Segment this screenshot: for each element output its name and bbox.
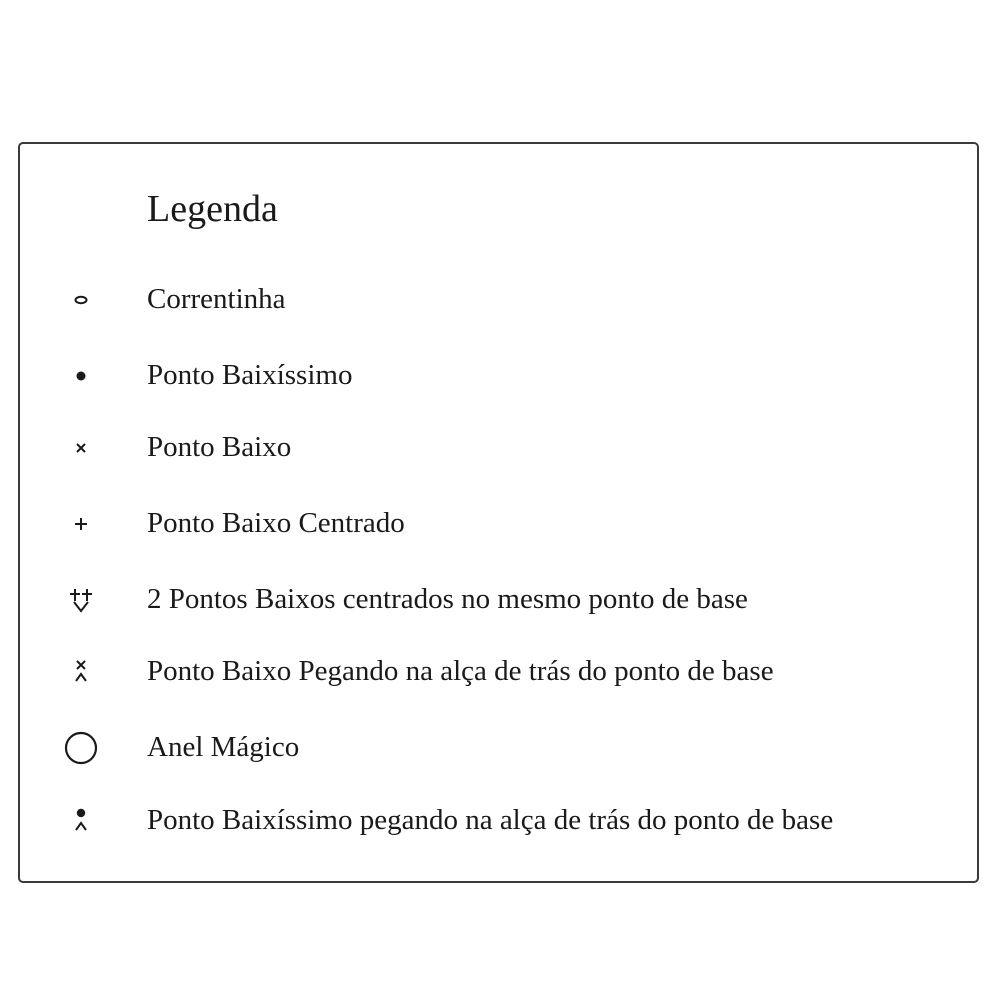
double-plus-v-icon: [56, 577, 106, 621]
legend-item-label: Correntinha: [147, 283, 286, 315]
legend-item-label: Ponto Baixíssimo pegando na alça de trás do ponto de base: [147, 804, 834, 836]
open-circle-icon: [56, 725, 106, 769]
x-over-caret-icon: [56, 649, 106, 693]
legend-item-label: 2 Pontos Baixos centrados no mesmo ponto de base: [147, 583, 748, 615]
legend-item-ponto-baixissimo-alca-tras: [20, 798, 960, 842]
legend-item-label: Ponto Baixíssimo: [147, 359, 353, 391]
legend-item-anel-magico: [20, 725, 960, 769]
legend-item-ponto-baixissimo: [20, 353, 960, 397]
filled-dot-icon: [56, 353, 106, 397]
legend-item-ponto-baixo-centrado: [20, 501, 960, 545]
legend-box: [18, 142, 979, 883]
chain-oval-icon: [56, 277, 106, 321]
legend-item-2-pontos-baixos: [20, 577, 960, 621]
legend-item-label: Ponto Baixo: [147, 431, 292, 463]
legend-item-label: Ponto Baixo Pegando na alça de trás do ponto de base: [147, 655, 774, 687]
legend-item-label: Anel Mágico: [147, 731, 300, 763]
legend-item-correntinha: [20, 277, 960, 321]
legend-item-ponto-baixo-alca-tras: [20, 649, 960, 693]
plus-cross-icon: [56, 501, 106, 545]
legend-title: Legenda: [147, 188, 278, 230]
x-cross-icon: [56, 425, 106, 469]
legend-item-label: Ponto Baixo Centrado: [147, 507, 405, 539]
legend-item-ponto-baixo: [20, 425, 960, 469]
dot-over-caret-icon: [56, 798, 106, 842]
